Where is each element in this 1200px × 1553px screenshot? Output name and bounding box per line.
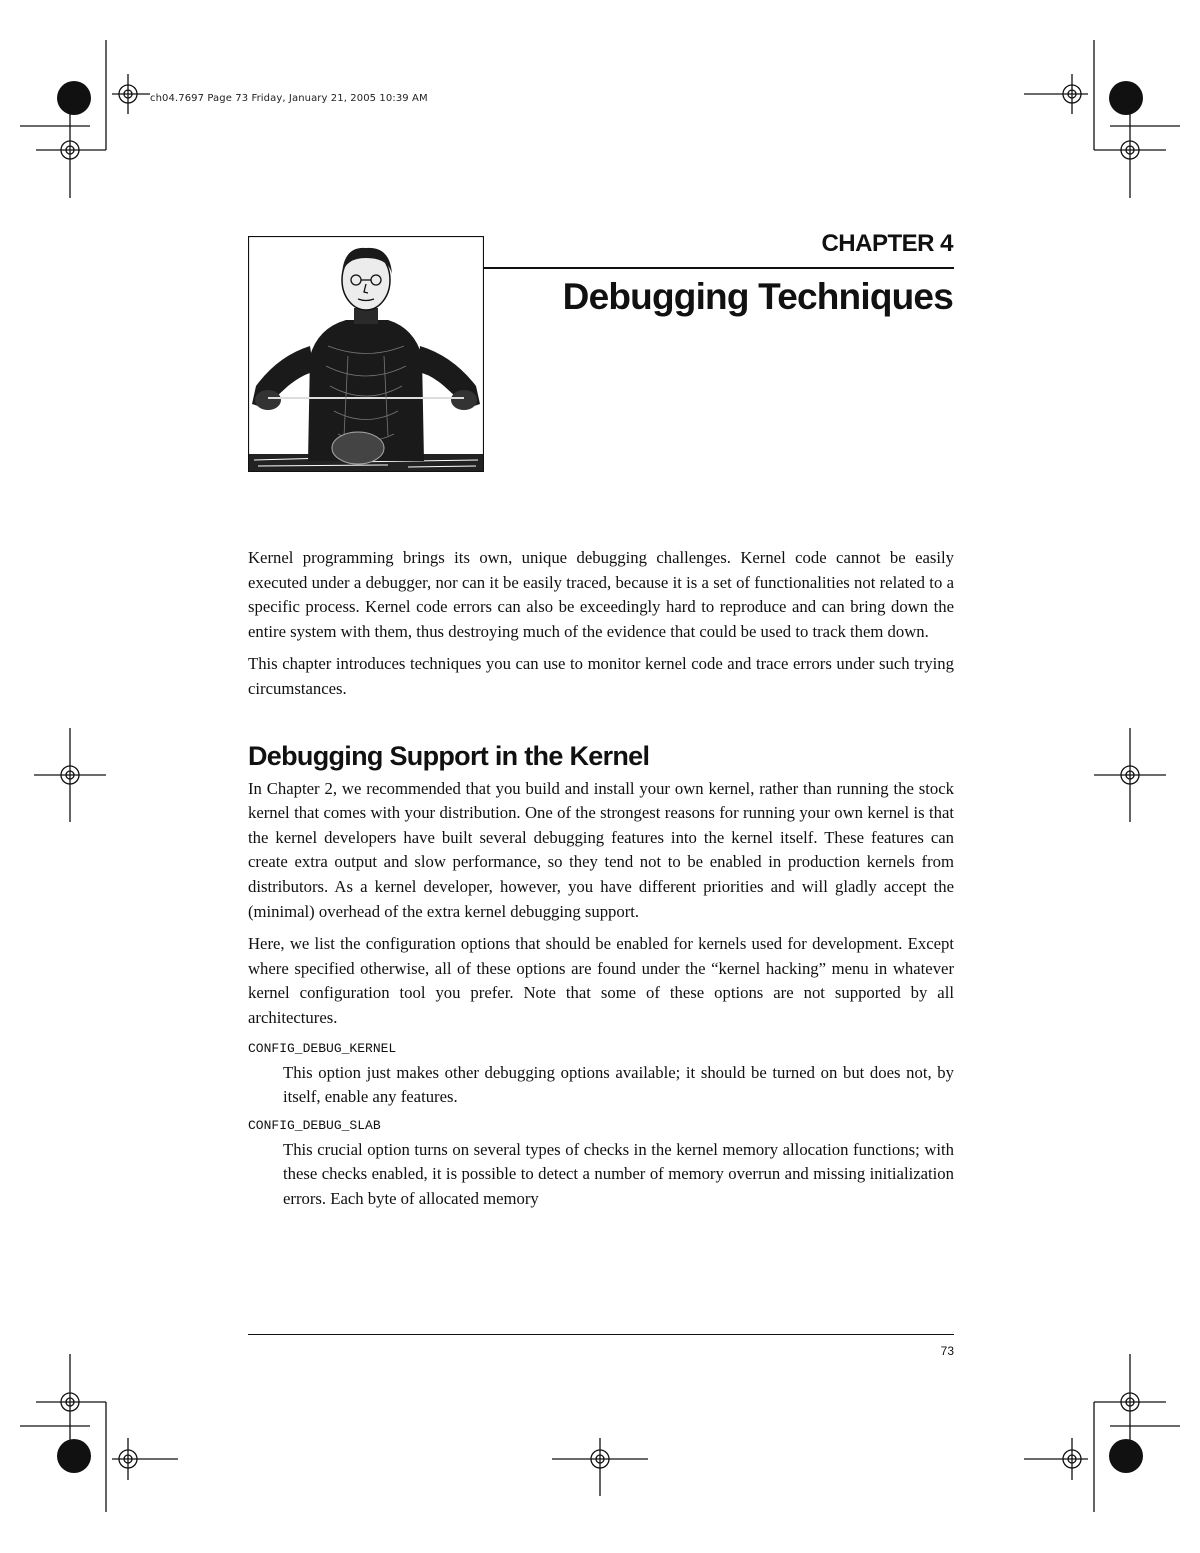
intro-paragraph: Kernel programming brings its own, unique debugging challenges. Kernel code cannot be easily executed under a debugger, nor can it be easily traced, because it is a set of functionalities not related to a specific process. Kernel code errors can also be exceedingly hard to reproduce and can bring down the entire system with them, thus destroying much of the evidence that could be used to track them down. [248, 548, 954, 641]
chapter-heading-rule [484, 267, 954, 269]
chapter-title: Debugging Techniques [562, 276, 953, 317]
page-body [248, 546, 954, 1217]
section-paragraph: Here, we list the configuration options that should be enabled for kernels used for development. Except where specified otherwise, all of these options are found under the “kernel hacking” menu in whatever kernel configuration tool you prefer. Note that some of these options are not supported by all architectures. [248, 934, 954, 1027]
config-option-term: CONFIG_DEBUG_KERNEL [248, 1040, 397, 1056]
chapter-label: CHAPTER 4 [821, 230, 953, 257]
footer-rule [248, 1334, 954, 1335]
config-option-description: This crucial option turns on several types of checks in the kernel memory allocation functions; with these checks enabled, it is possible to detect a number of memory overrun and missing initialization errors. Each byte of allocated memory [283, 1139, 954, 1208]
print-slug-line: ch04.7697 Page 73 Friday, January 21, 2005 10:39 AM [150, 93, 428, 104]
config-option-term: CONFIG_DEBUG_SLAB [248, 1117, 381, 1133]
section-heading: Debugging Support in the Kernel [248, 740, 650, 771]
config-option-description: This option just makes other debugging options available; it should be turned on but does not, by itself, enable any features. [283, 1062, 954, 1107]
chapter-illustration [248, 236, 484, 472]
page-number: 73 [940, 1344, 954, 1358]
section-paragraph: In Chapter 2, we recommended that you build and install your own kernel, rather than running the stock kernel that comes with your distribution. One of the strongest reasons for running your own kernel is that the kernel developers have built several debugging features into the kernel itself. These features can create extra output and slow performance, so they tend not to be enabled in production kernels from distributors. As a kernel developer, however, you have different priorities and will gladly accept the (minimal) overhead of the extra kernel debugging support. [248, 778, 954, 921]
intro-paragraph: This chapter introduces techniques you can use to monitor kernel code and trace errors under such trying circumstances. [248, 654, 954, 698]
